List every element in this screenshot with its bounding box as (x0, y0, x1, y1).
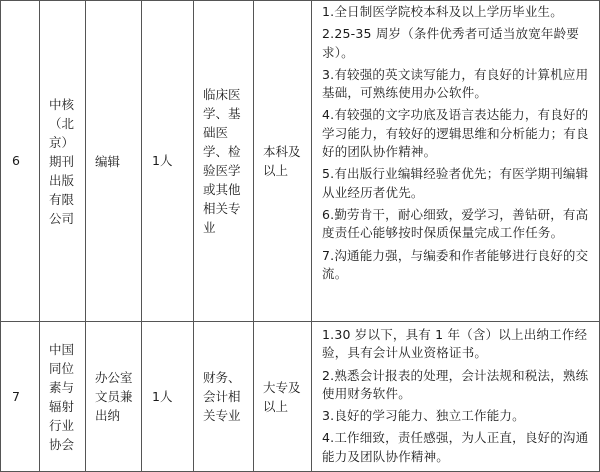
education-cell (254, 1, 312, 322)
headcount: 1人 (152, 388, 173, 404)
requirement-item: 3.有较强的英文读写能力，有良好的计算机应用基础，可熟练使用办公软件。 (322, 66, 589, 101)
row-number: 7 (1, 322, 40, 472)
requirement-item: 4.工作细致，责任感强，为人正直，良好的沟通能力及团队协作精神。 (322, 430, 589, 464)
requirements-cell (312, 1, 600, 322)
position-cell (86, 1, 142, 322)
table-row (1, 322, 600, 472)
major-cell (194, 1, 254, 322)
requirement-item: 2.熟悉会计报表的处理，会计法规和税法，熟练使用财务软件。 (322, 367, 589, 401)
position-name: 编辑 (95, 153, 121, 169)
requirement-item: 1.全日制医学院校本科及以上学历毕业生。 (322, 4, 563, 19)
headcount-cell (142, 1, 194, 322)
requirements-cell (312, 322, 600, 472)
education-cell (254, 322, 312, 472)
headcount-cell (142, 322, 194, 472)
education-requirement: 大专及以上 (263, 379, 301, 414)
table-row (1, 1, 600, 322)
requirement-item: 7.沟通能力强，与编委和作者能够进行良好的交流。 (322, 247, 589, 281)
requirement-item: 6.勤劳肯干，耐心细致，爱学习，善钻研，有高度责任心能够按时保质保量完成工作任务。 (322, 206, 589, 241)
education-requirement: 本科及以上 (263, 144, 301, 178)
row-number: 6 (1, 1, 40, 322)
organization-cell (40, 1, 86, 322)
headcount: 1人 (152, 153, 173, 168)
requirement-item: 5.有出版行业编辑经验者优先；有医学期刊编辑从业经历者优先。 (322, 166, 589, 200)
requirement-item: 4.有较强的文字功底及语言表达能力，有良好的学习能力，有较好的逻辑思维和分析能力；有良好的团队协作精神。 (322, 107, 589, 160)
requirement-item: 2.25-35 周岁（条件优秀者可适当放宽年龄要求）。 (322, 26, 580, 60)
position-cell (86, 322, 142, 472)
major-requirement: 临床医学、基础医学、检验医学或其他相关专业 (203, 87, 241, 235)
organization-name: 中国同位素与辐射行业协会 (49, 341, 75, 452)
requirement-item: 1.30 岁以下，具有 1 年（含）以上出纳工作经验，具有会计从业资格证书。 (322, 327, 588, 361)
organization-cell (40, 322, 86, 472)
major-cell (194, 322, 254, 472)
organization-name: 中核（北京）期刊出版有限公司 (49, 96, 75, 226)
major-requirement: 财务、会计相关专业 (203, 370, 241, 423)
position-name: 办公室文员兼出纳 (95, 370, 133, 423)
requirement-item: 3.良好的学习能力、独立工作能力。 (322, 408, 525, 424)
